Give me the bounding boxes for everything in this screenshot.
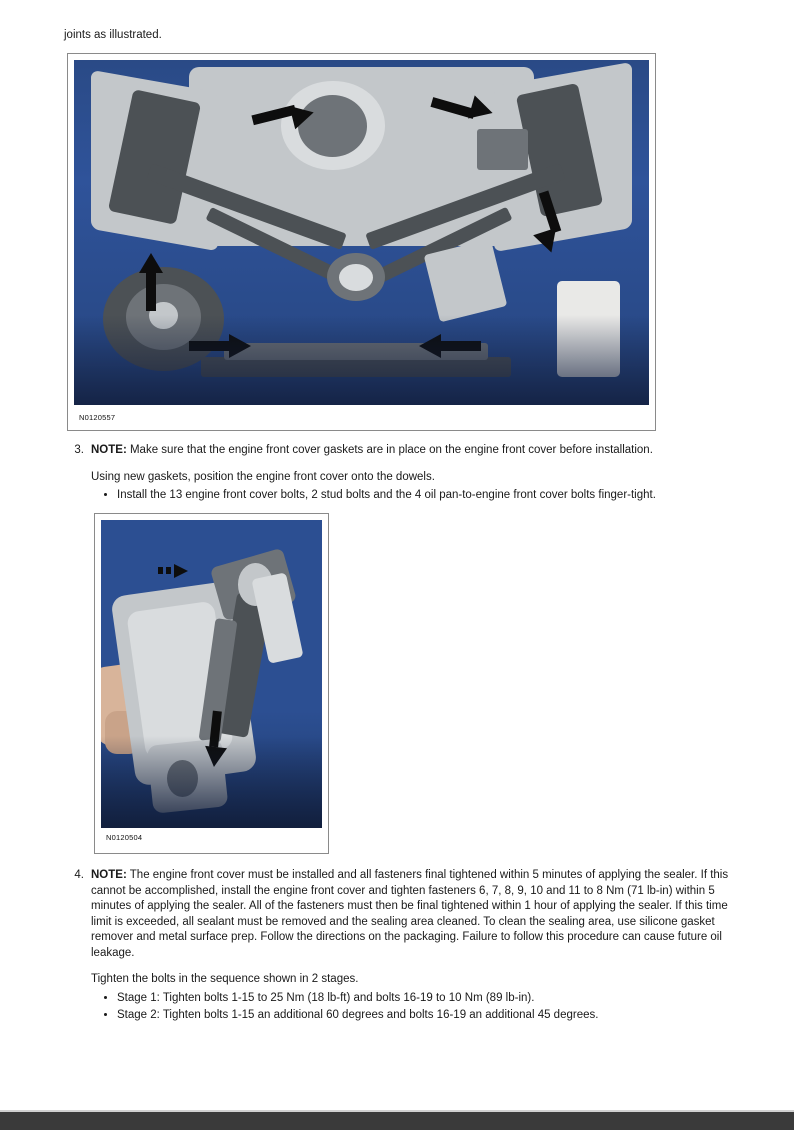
- photo-frame: [98, 517, 325, 850]
- step-4-note: [91, 868, 734, 961]
- continued-text: joints as illustrated.: [64, 29, 162, 41]
- step-4-body: [91, 868, 734, 1024]
- figure-caption-1: N0120557: [79, 413, 116, 422]
- callout-arrow-6: [419, 336, 481, 356]
- callout-arrow-5: [189, 336, 251, 356]
- step-3: [64, 443, 734, 854]
- callout-arrow-1: [252, 105, 314, 125]
- callout-arrow-2: [431, 98, 493, 118]
- figure-engine-front-cover-sealing: [67, 53, 656, 431]
- step-3-bullets: [91, 487, 734, 503]
- note-text: The engine front cover must be installed and all fasteners final tightened within 5 minutes of applying the sealer. If this cannot be accomplished, install the engine front cover and tighten fasteners 6, 7, 8, 9, 10 and 11 to 8 Nm (71 lb-in) within 5 minutes of applying the sealer. All of the fasteners must then be final tightened within 1 hour of applying the sealer. If this time limit is exceeded, all sealant must be removed and the sealing area cleaned. To clean the sealing area, use silicone gasket remover and metal surface prep. Follow the directions on the packaging. Failure to follow this procedure can cause future oil leakage.: [91, 869, 729, 959]
- engine-photo-background: [74, 60, 649, 405]
- viewer-bottom-bar: [0, 1112, 794, 1130]
- step-4-bullets: [91, 990, 734, 1023]
- list-item: • Stage 2: Tighten bolts 1-15 an additional 60 degrees and bolts 16-19 an additional 45 degrees.: [117, 1007, 734, 1023]
- figure-caption-2: N0120504: [106, 832, 143, 842]
- callout-arrow-3: [534, 191, 568, 253]
- note-label: NOTE:: [91, 869, 127, 881]
- step-3-instruction: Using new gaskets, position the engine front cover onto the dowels.: [91, 470, 435, 483]
- step-4: [64, 868, 734, 1024]
- step-4-instruction: Tighten the bolts in the sequence shown in 2 stages.: [91, 973, 359, 985]
- step-4-number: 4.: [74, 869, 84, 881]
- note-text: Make sure that the engine front cover gaskets are in place on the engine front cover before installation.: [126, 444, 653, 456]
- step-3-body: [91, 443, 734, 854]
- figure-engine-front-cover-install: [94, 513, 329, 854]
- photo-image-area: [74, 60, 649, 405]
- photo-image-area: [101, 520, 322, 828]
- engine-photo-background: [101, 520, 322, 828]
- step-3-note: [91, 443, 734, 459]
- callout-arrow-4: [137, 253, 165, 311]
- step-3-number: 3.: [74, 444, 84, 456]
- callout-arrow-8: [203, 711, 229, 767]
- note-label: NOTE:: [91, 444, 127, 456]
- callout-arrow-7: [158, 563, 192, 577]
- list-item: • Stage 1: Tighten bolts 1-15 to 25 Nm (18 lb-ft) and bolts 16-19 to 10 Nm (89 lb-in).: [117, 990, 734, 1006]
- list-item: • Install the 13 engine front cover bolts, 2 stud bolts and the 4 oil pan-to-engine front cover bolts finger-tight.: [117, 487, 734, 503]
- photo-frame: [71, 57, 652, 427]
